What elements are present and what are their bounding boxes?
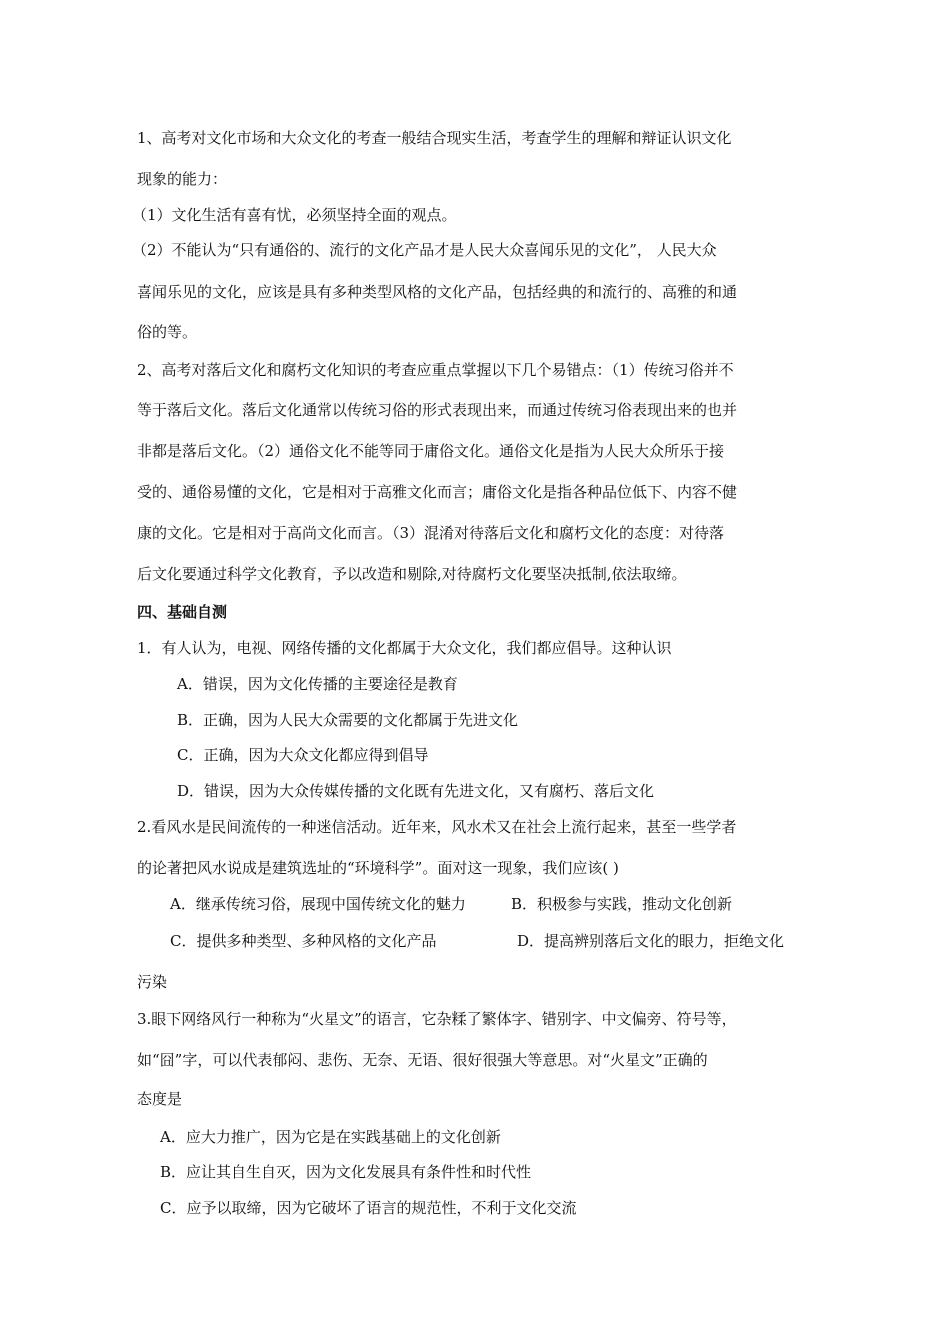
question-1-option-b: B．正确，因为人民大众需要的文化都属于先进文化: [177, 711, 519, 729]
question-2-stem: 的论著把风水说成是建筑选址的“环境科学”。面对这一现象，我们应该( ): [137, 859, 619, 877]
paragraph-line: 喜闻乐见的文化，应该是具有多种类型风格的文化产品，包括经典的和流行的、高雅的和通: [137, 283, 738, 301]
question-2-options-row-2: [0, 931, 950, 951]
paragraph-line: 现象的能力：: [137, 170, 228, 188]
question-1-option-a: A．错误，因为文化传播的主要途径是教育: [177, 675, 458, 693]
question-3-stem: 3.眼下网络风行一种称为“火星文”的语言，它杂糅了繁体字、错别字、中文偏旁、符号等，: [137, 1010, 737, 1028]
question-3-stem: 如“囧”字，可以代表郁闷、悲伤、无奈、无语、很好很强大等意思。对“火星文”正确的: [137, 1051, 708, 1069]
paragraph-line: 俗的等。: [137, 323, 198, 341]
paragraph-line: 后文化要通过科学文化教育，予以改造和剔除,对待腐朽文化要坚决抵制,依法取缔。: [137, 565, 687, 583]
question-1-option-d: D．错误，因为大众传媒传播的文化既有先进文化，又有腐朽、落后文化: [177, 782, 655, 800]
question-2-option-a: A．继承传统习俗，展现中国传统文化的魅力: [170, 895, 466, 913]
question-2-option-c: C．提供多种类型、多种风格的文化产品: [170, 932, 437, 950]
paragraph-line: （1）文化生活有喜有忧，必须坚持全面的观点。: [132, 206, 457, 224]
paragraph-line: 等于落后文化。落后文化通常以传统习俗的形式表现出来，而通过传统习俗表现出来的也并: [137, 401, 738, 419]
question-3-option-c: C．应予以取缔，因为它破坏了语言的规范性，不利于文化交流: [160, 1199, 577, 1217]
question-1-stem: 1．有人认为，电视、网络传播的文化都属于大众文化，我们都应倡导。这种认识: [137, 639, 672, 657]
section-heading: 四、基础自测: [137, 603, 228, 621]
question-1-option-c: C．正确，因为大众文化都应得到倡导: [177, 746, 429, 764]
question-3-option-a: A．应大力推广，因为它是在实践基础上的文化创新: [160, 1128, 501, 1146]
question-2-option-b: B．积极参与实践，推动文化创新: [511, 895, 733, 913]
paragraph-line: 2、高考对落后文化和腐朽文化知识的考查应重点掌握以下几个易错点：（1）传统习俗并不: [137, 361, 734, 379]
question-2-option-d: D．提高辨别落后文化的眼力，拒绝文化: [517, 932, 785, 950]
paragraph-line: 1、高考对文化市场和大众文化的考查一般结合现实生活，考查学生的理解和辩证认识文化: [137, 129, 732, 147]
paragraph-line: （2）不能认为“只有通俗的、流行的文化产品才是人民大众喜闻乐见的文化”， 人民大众: [132, 241, 717, 259]
question-2-options-row-1: [0, 894, 950, 914]
question-3-stem: 态度是: [137, 1090, 183, 1108]
question-2-stem: 2.看风水是民间流传的一种迷信活动。近年来，风水术又在社会上流行起来，甚至一些学者: [137, 818, 737, 836]
question-2-option-d-continued: 污染: [137, 973, 168, 991]
paragraph-line: 受的、通俗易懂的文化，它是相对于高雅文化而言；庸俗文化是指各种品位低下、内容不健: [137, 483, 738, 501]
paragraph-line: 非都是落后文化。（2）通俗文化不能等同于庸俗文化。通俗文化是指为人民大众所乐于接: [137, 442, 725, 460]
question-3-option-b: B．应让其自生自灭，因为文化发展具有条件性和时代性: [160, 1163, 532, 1181]
paragraph-line: 康的文化。它是相对于高尚文化而言。（3）混淆对待落后文化和腐朽文化的态度：对待落: [137, 524, 725, 542]
